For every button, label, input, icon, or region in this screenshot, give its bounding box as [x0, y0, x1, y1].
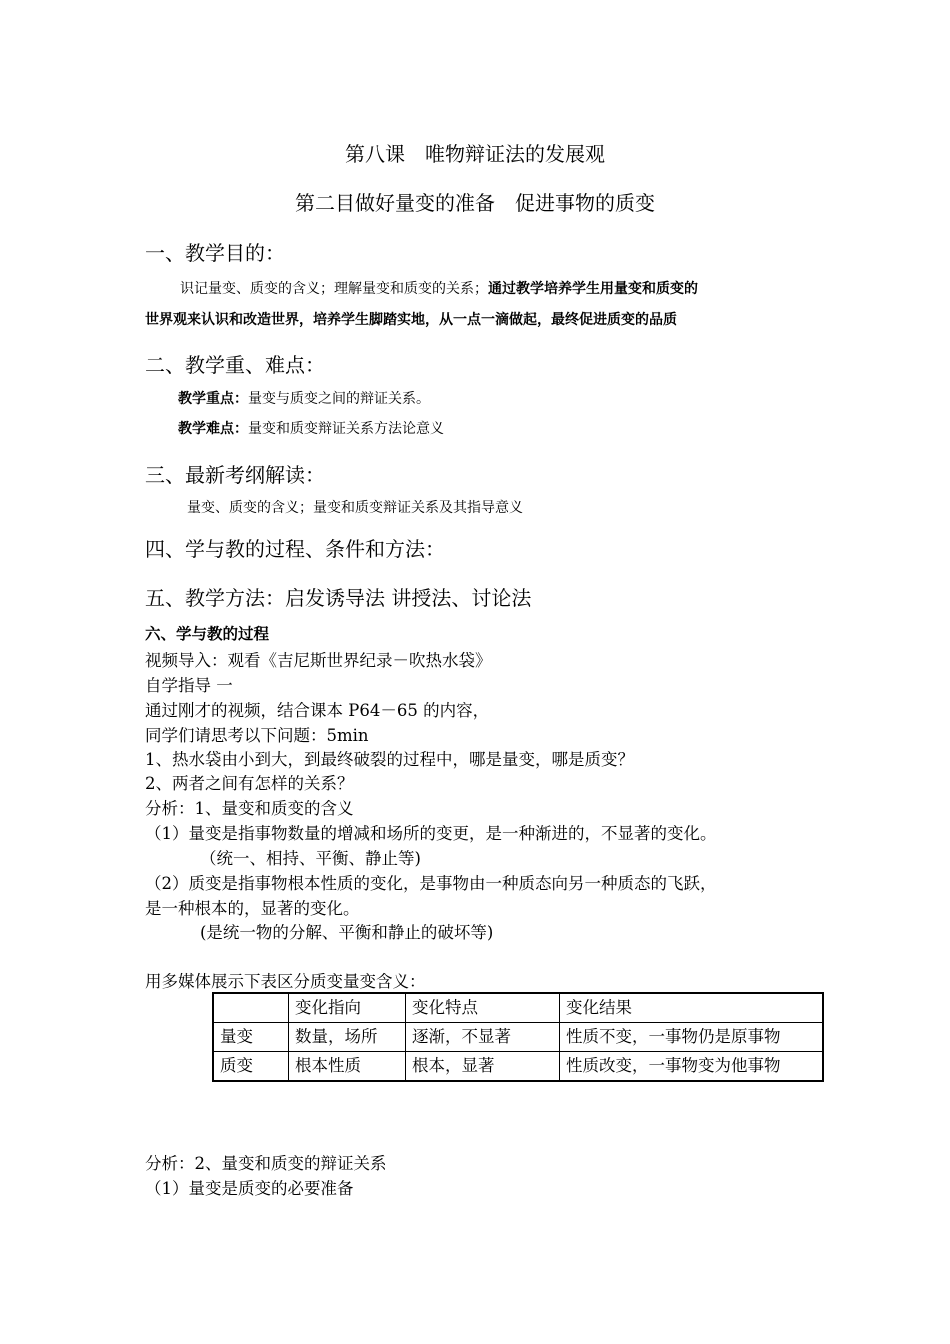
line-quantitative-def: （1）量变是指事物数量的增减和场所的变更，是一种渐进的，不显著的变化。	[145, 824, 717, 843]
table-cell: 根本性质	[289, 1052, 406, 1082]
section4-heading: 四、学与教的过程、条件和方法：	[145, 537, 445, 561]
difficult-point-label: 教学难点：	[178, 421, 248, 437]
table-header-row	[213, 993, 823, 1023]
table-cell: 逐渐，不显著	[406, 1023, 560, 1052]
table-cell: 数量，场所	[289, 1023, 406, 1052]
section1-line2: 世界观来认识和改造世界，培养学生脚踏实地，从一点一滴做起，最终促进质变的品质	[145, 312, 677, 328]
table-header-cell: 变化结果	[560, 993, 824, 1023]
page-title: 第八课 唯物辩证法的发展观	[345, 142, 605, 166]
table-row	[213, 1052, 823, 1082]
section1-line1	[180, 278, 698, 298]
key-point-label: 教学重点：	[178, 391, 248, 407]
table-intro: 用多媒体展示下表区分质变量变含义：	[145, 972, 426, 991]
line-think: 同学们请思考以下问题：5min	[145, 726, 369, 745]
line-question-2: 2、两者之间有怎样的关系？	[145, 774, 354, 793]
line-question-1: 1、热水袋由小到大，到最终破裂的过程中，哪是量变，哪是质变？	[145, 750, 634, 769]
table-row	[213, 1023, 823, 1052]
comparison-table	[212, 992, 824, 1082]
difficult-point-text: 量变和质变辩证关系方法论意义	[248, 421, 444, 437]
table-cell: 根本，显著	[406, 1052, 560, 1082]
line-quantitative-preparation: （1）量变是质变的必要准备	[145, 1179, 354, 1198]
table-header-cell: 变化特点	[406, 993, 560, 1023]
section5-heading: 五、教学方法：启发诱导法 讲授法、讨论法	[145, 586, 532, 610]
key-point	[178, 388, 430, 408]
table-header-cell: 变化指向	[289, 993, 406, 1023]
difficult-point	[178, 418, 444, 438]
section3-heading: 三、最新考纲解读：	[145, 463, 325, 487]
key-point-text: 量变与质变之间的辩证关系。	[248, 391, 430, 407]
section1-heading: 一、教学目的：	[145, 241, 285, 265]
table-cell: 性质改变，一事物变为他事物	[560, 1052, 824, 1082]
line-qualitative-note: (是统一物的分解、平衡和静止的破坏等)	[200, 923, 494, 942]
line-self-study: 自学指导 一	[145, 676, 233, 695]
page-subtitle: 第二目做好量变的准备 促进事物的质变	[295, 191, 655, 215]
line-qualitative-def: （2）质变是指事物根本性质的变化，是事物由一种质态向另一种质态的飞跃，	[145, 874, 717, 893]
table-header-cell	[213, 993, 289, 1023]
line-analysis-1: 分析：1、量变和质变的含义	[145, 799, 354, 818]
line-qualitative-def-cont: 是一种根本的，显著的变化。	[145, 899, 360, 918]
table-cell: 量变	[213, 1023, 289, 1052]
table-cell: 质变	[213, 1052, 289, 1082]
section2-heading: 二、教学重、难点：	[145, 353, 325, 377]
line-textbook: 通过刚才的视频，结合课本 P64－65 的内容，	[145, 701, 490, 720]
line-video-intro: 视频导入：观看《吉尼斯世界纪录－吹热水袋》	[145, 651, 492, 670]
section6-heading: 六、学与教的过程	[145, 625, 270, 643]
line-quantitative-note: （统一、相持、平衡、静止等)	[200, 849, 421, 868]
section1-line1-bold: 通过教学培养学生用量变和质变的	[488, 281, 698, 297]
section1-line1-normal: 识记量变、质变的含义；理解量变和质变的关系；	[180, 281, 488, 297]
section3-text: 量变、质变的含义；量变和质变辩证关系及其指导意义	[187, 500, 523, 516]
line-analysis-2: 分析：2、量变和质变的辩证关系	[145, 1154, 387, 1173]
table-cell: 性质不变，一事物仍是原事物	[560, 1023, 824, 1052]
